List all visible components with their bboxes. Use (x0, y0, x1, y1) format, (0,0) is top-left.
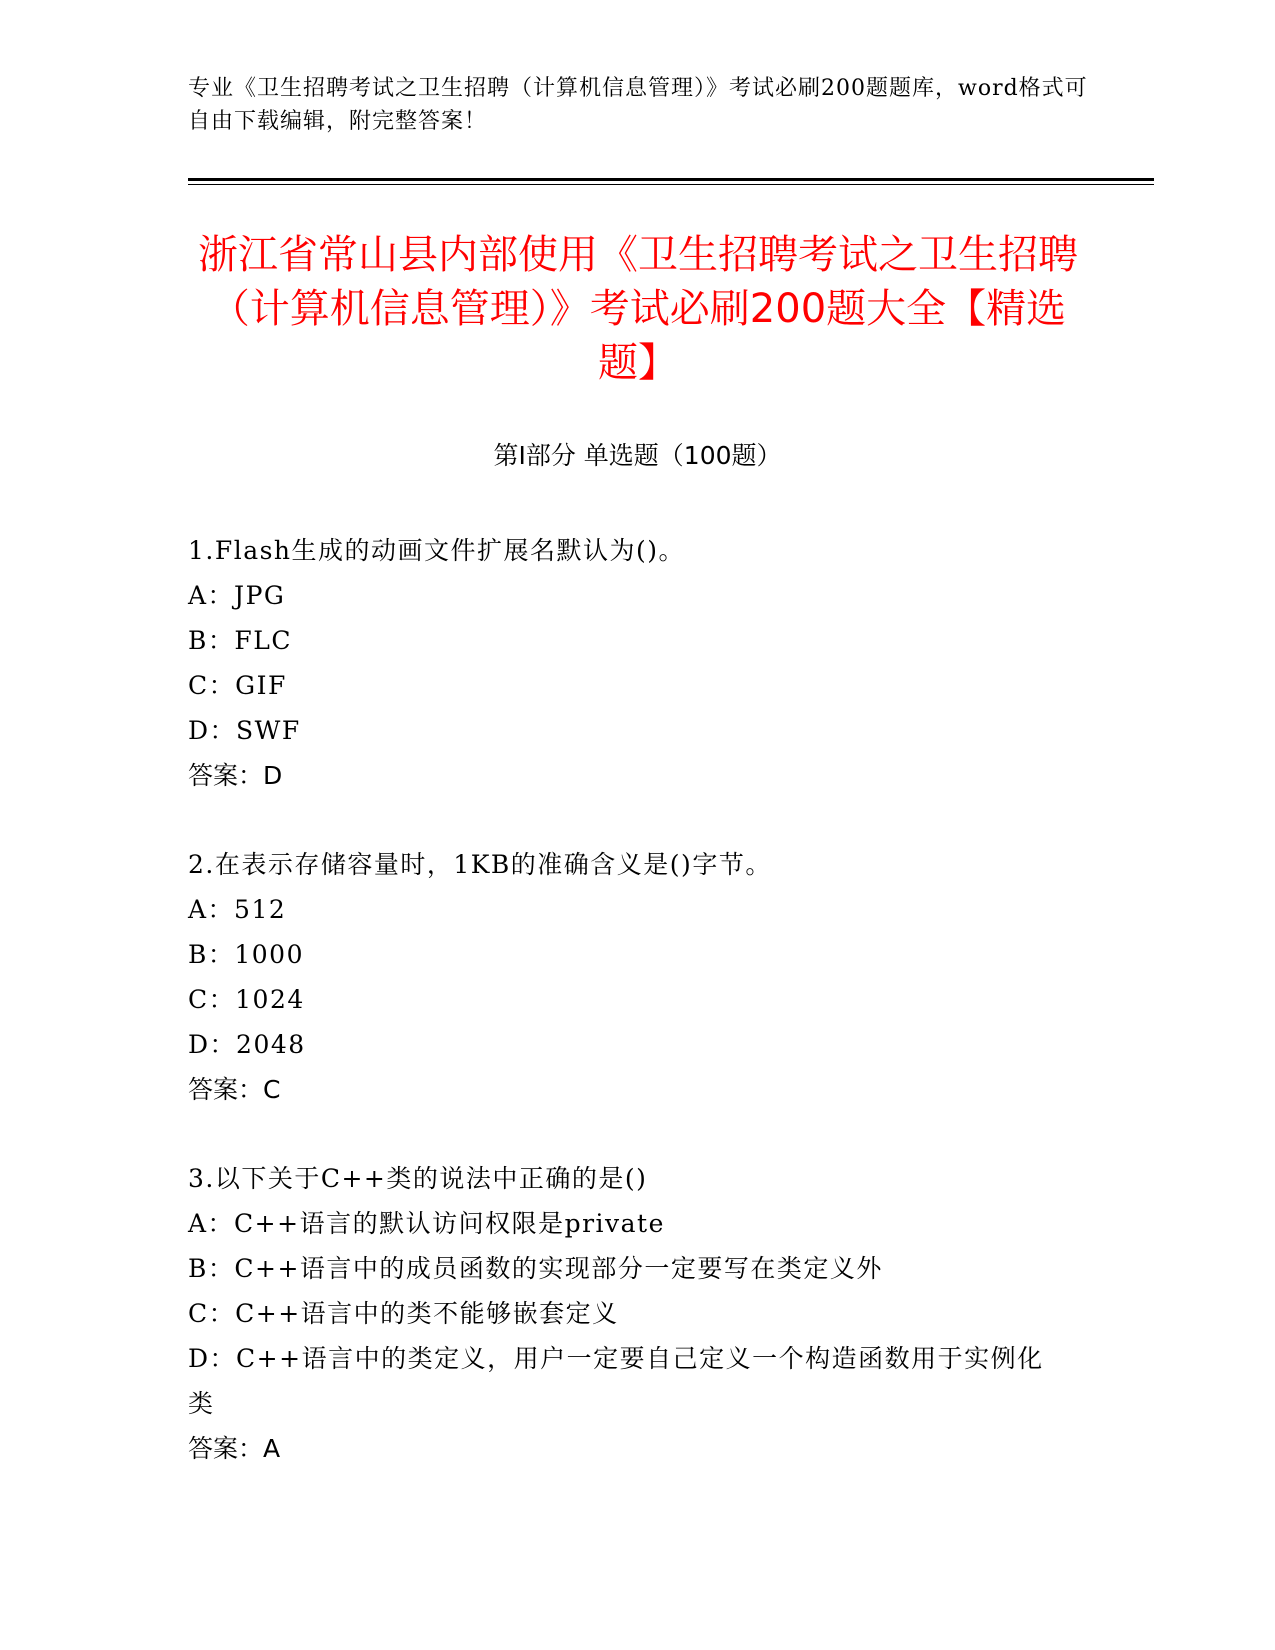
answer-line: 答案：A (188, 1434, 281, 1463)
question-item (188, 842, 1068, 1112)
option-a: A：JPG (188, 581, 286, 610)
answer-line: 答案：D (188, 761, 283, 790)
question-stem: 1.Flash生成的动画文件扩展名默认为()。 (188, 536, 686, 565)
option-b: B：C++语言中的成员函数的实现部分一定要写在类定义外 (188, 1254, 883, 1283)
option-c: C：C++语言中的类不能够嵌套定义 (188, 1299, 619, 1328)
option-d: D：C++语言中的类定义，用户一定要自己定义一个构造函数用于实例化类 (188, 1344, 1044, 1418)
option-d: D：SWF (188, 716, 301, 745)
question-item (188, 1156, 1068, 1471)
option-a: A：C++语言的默认访问权限是private (188, 1209, 665, 1238)
question-list (188, 528, 1068, 1515)
header-note: 专业《卫生招聘考试之卫生招聘（计算机信息管理）》考试必刷200题题库，word格式可自由下载编辑，附完整答案！ (188, 76, 1088, 134)
option-c: C：GIF (188, 671, 287, 700)
option-c: C：1024 (188, 985, 305, 1014)
option-a: A：512 (188, 895, 287, 924)
option-b: B：1000 (188, 940, 304, 969)
option-b: B：FLC (188, 626, 292, 655)
answer-line: 答案：C (188, 1075, 281, 1104)
option-d: D：2048 (188, 1030, 306, 1059)
question-item (188, 528, 1068, 798)
header-divider-thick (188, 178, 1154, 181)
section-title: 第Ⅰ部分 单选题（100题） (493, 441, 782, 470)
document-title: 浙江省常山县内部使用《卫生招聘考试之卫生招聘（计算机信息管理）》考试必刷200题大全【精选题】 (198, 232, 1078, 386)
question-stem: 3.以下关于C++类的说法中正确的是() (188, 1164, 648, 1193)
header-divider-thin (188, 184, 1154, 185)
question-stem: 2.在表示存储容量时，1KB的准确含义是()字节。 (188, 850, 772, 879)
